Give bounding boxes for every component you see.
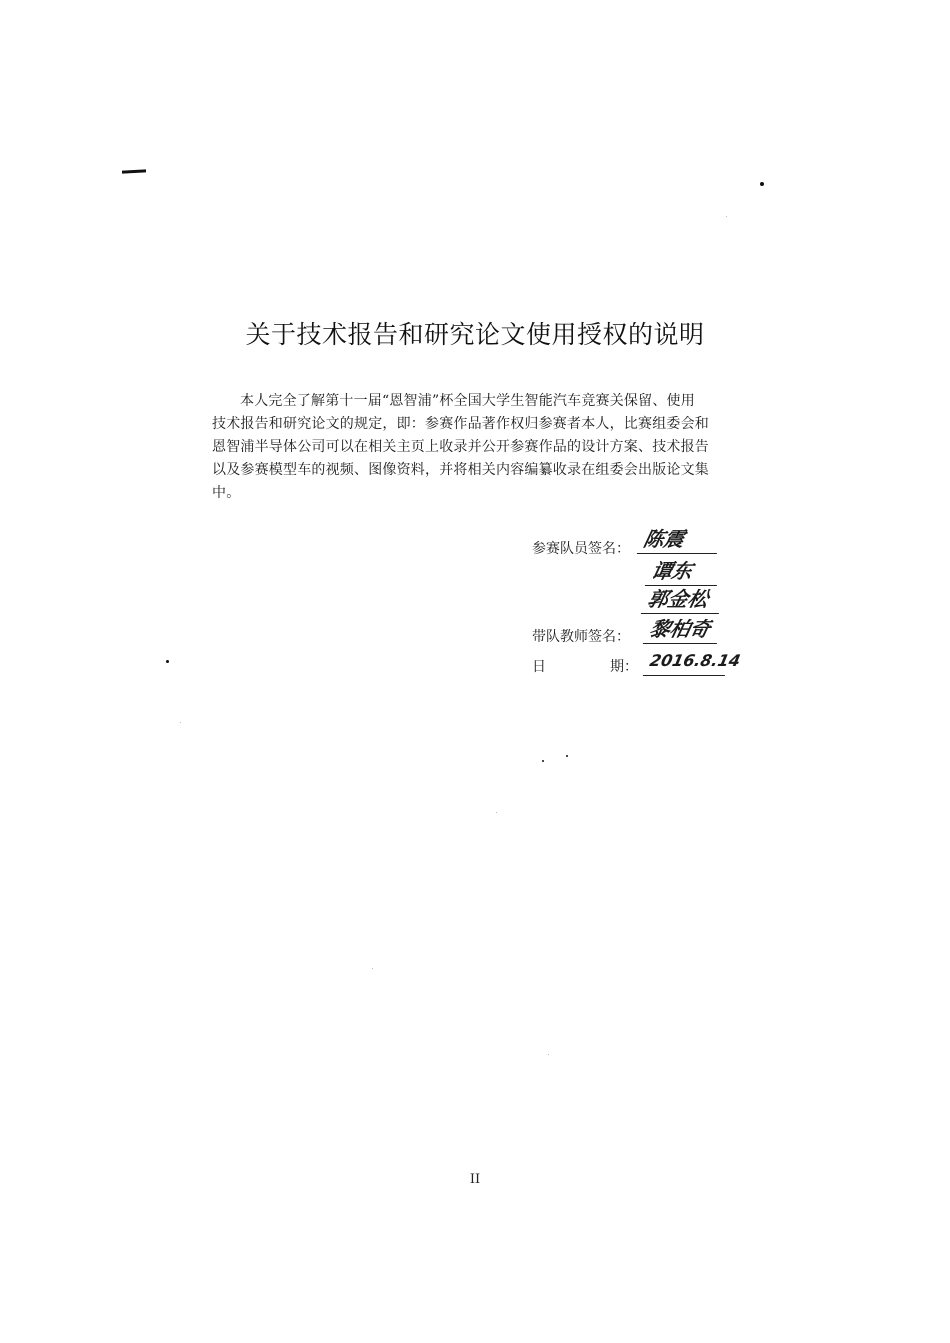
- scan-dot: [166, 660, 169, 663]
- scan-speck: [180, 722, 181, 723]
- scan-dot: [760, 182, 764, 186]
- scan-speck: [548, 1054, 549, 1055]
- document-title: 关于技术报告和研究论文使用授权的说明: [245, 320, 705, 349]
- teacher-signature-label: 带队教师签名：: [532, 629, 630, 645]
- scan-mark: [122, 169, 146, 173]
- scan-speck: [496, 812, 497, 813]
- statement-line: 以及参赛模型车的视频、图像资料，并将相关内容编纂收录在组委会出版论文集: [212, 462, 709, 478]
- scan-speck: [372, 968, 373, 969]
- date-label-right: 期：: [610, 659, 638, 675]
- scan-dot: [542, 760, 544, 762]
- scan-speck: [726, 216, 727, 217]
- date-label-left: 日: [532, 659, 546, 675]
- team-member-signature: 陈震: [637, 524, 723, 554]
- page-number: II: [469, 1172, 481, 1187]
- statement-line: 中。: [212, 485, 241, 501]
- scan-dot: [566, 755, 568, 757]
- statement-line: 本人完全了解第十一届“恩智浦”杯全国大学生智能汽车竞赛关保留、使用: [240, 393, 695, 409]
- handwritten-date: 2016.8.14: [643, 646, 731, 676]
- statement-line: 技术报告和研究论文的规定，即：参赛作品著作权归参赛者本人，比赛组委会和: [212, 416, 709, 432]
- team-signature-label: 参赛队员签名：: [532, 541, 630, 557]
- statement-line: 恩智浦半导体公司可以在相关主页上收录并公开参赛作品的设计方案、技术报告: [212, 439, 709, 455]
- teacher-signature: 黎柏奇: [643, 614, 723, 644]
- team-member-signature: 郭金松: [641, 584, 725, 614]
- authorization-statement: [212, 390, 722, 505]
- team-member-signature: 谭东: [645, 556, 723, 586]
